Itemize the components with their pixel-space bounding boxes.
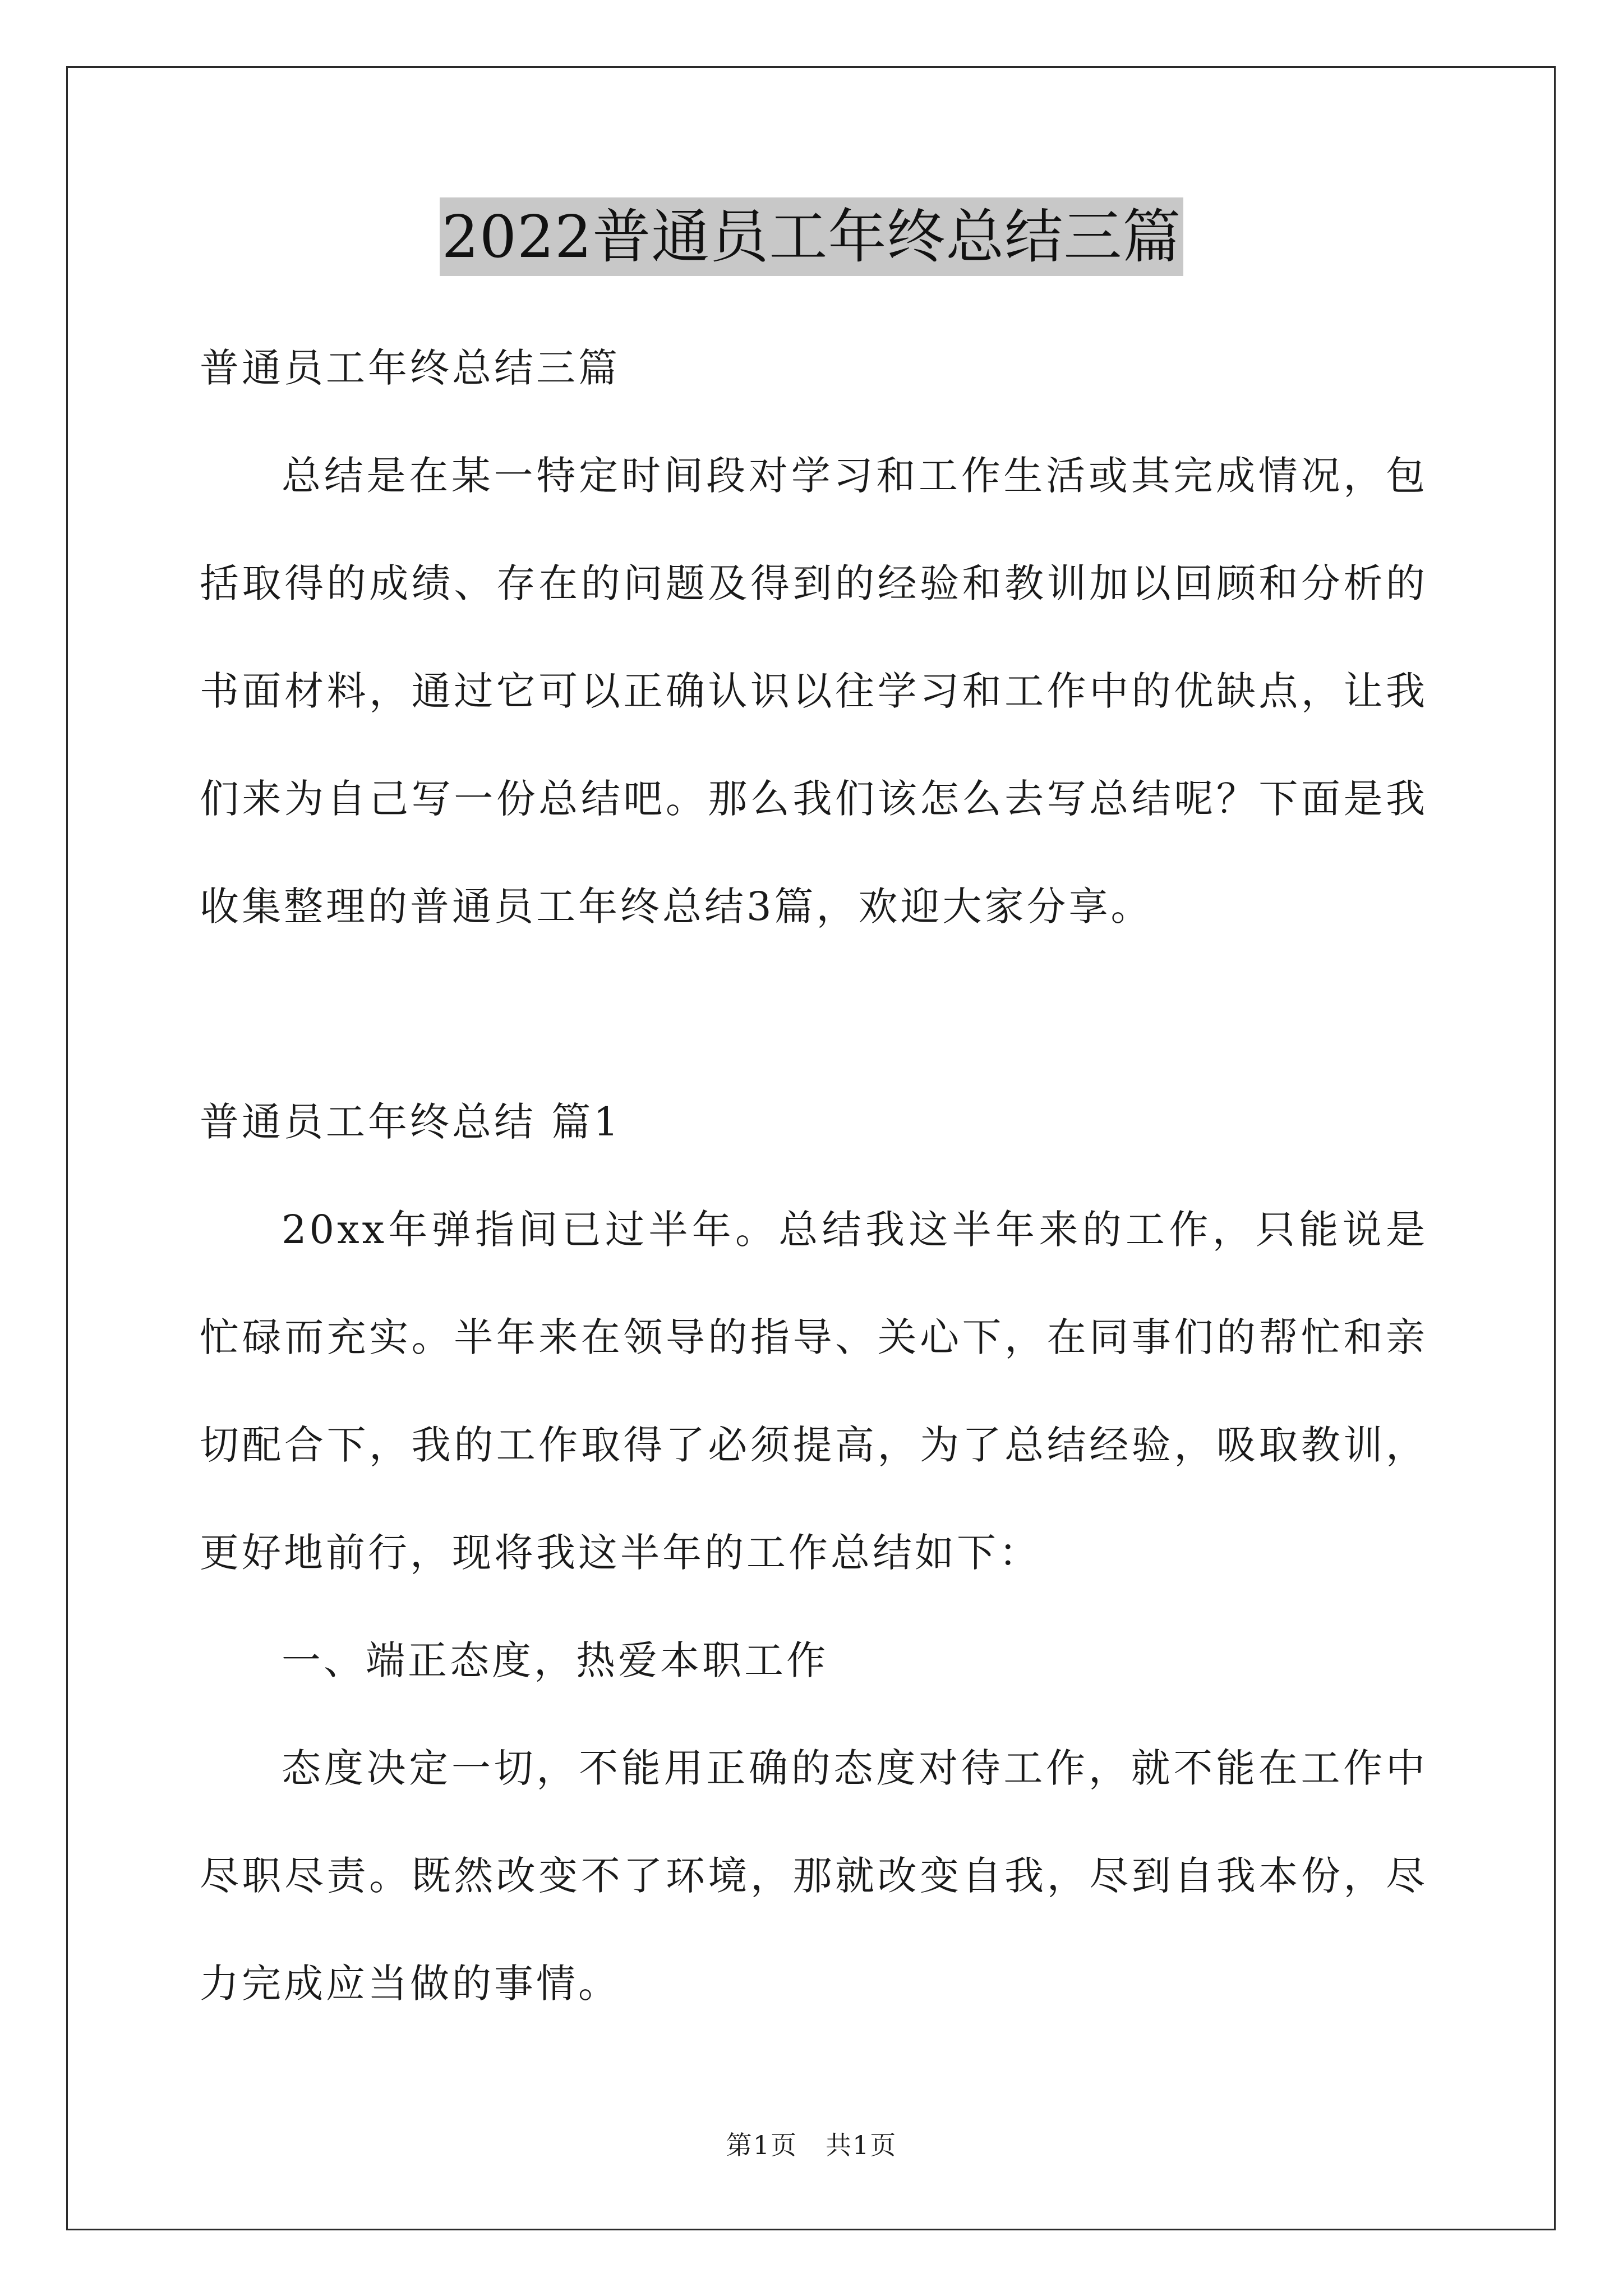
title-wrap bbox=[0, 197, 1623, 276]
section-heading: 普通员工年终总结 篇1 bbox=[200, 1099, 621, 1145]
document-body bbox=[200, 314, 1428, 2037]
intro-paragraph: 总结是在某一特定时间段对学习和工作生活或其完成情况，包括取得的成绩、存在的问题及得到的经验和教训加以回顾和分析的书面材料，通过它可以正确认识以往学习和工作中的优缺点，让我们来为自己写一份总结吧。那么我们该怎么去写总结呢？下面是我收集整理的普通员工年终总结3篇，欢迎大家分享。 bbox=[200, 453, 1428, 930]
body-subheading: 一、端正态度，热爱本职工作 bbox=[282, 1637, 828, 1683]
page-number: 第1页 bbox=[726, 2130, 797, 2160]
page-total: 共1页 bbox=[826, 2130, 897, 2160]
body-paragraph: 态度决定一切，不能用正确的态度对待工作，就不能在工作中尽职尽责。既然改变不了环境，那就改变自我，尽到自我本份，尽力完成应当做的事情。 bbox=[200, 1745, 1428, 2007]
document-subtitle: 普通员工年终总结三篇 bbox=[200, 345, 620, 391]
document-title: 2022普通员工年终总结三篇 bbox=[440, 197, 1184, 276]
section-gap bbox=[200, 960, 1428, 1068]
page-footer bbox=[0, 2128, 1623, 2162]
body-paragraph: 20xx年弹指间已过半年。总结我这半年来的工作，只能说是忙碌而充实。半年来在领导的指导、关心下，在同事们的帮忙和亲切配合下，我的工作取得了必须提高，为了总结经验，吸取教训，更好地前行，现将我这半年的工作总结如下： bbox=[200, 1207, 1428, 1576]
